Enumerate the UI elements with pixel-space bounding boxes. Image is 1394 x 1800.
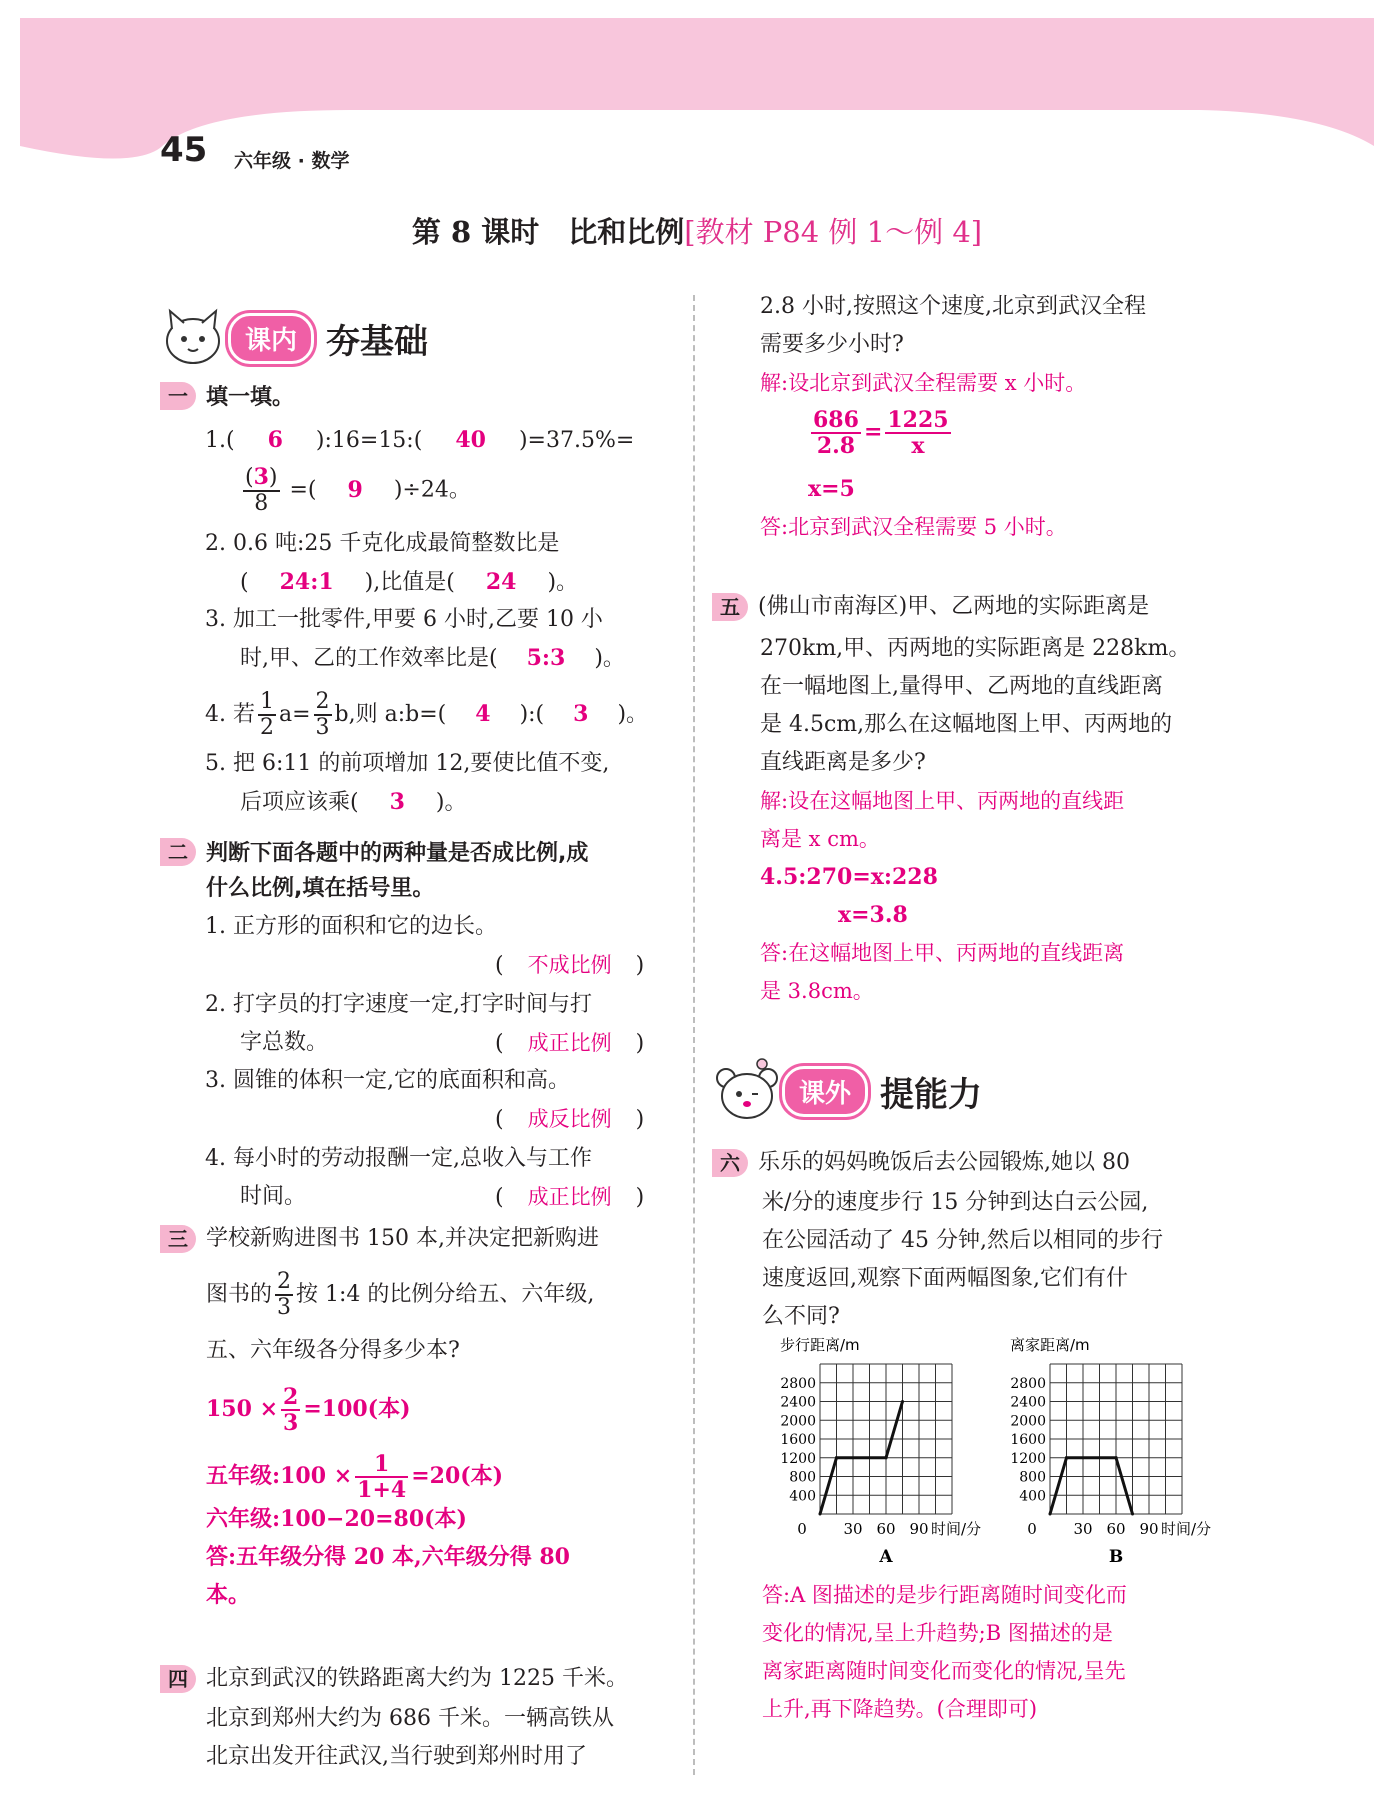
s5-sol4: x=3.8 — [838, 902, 908, 928]
y-tick-label: 400 — [1019, 1488, 1046, 1505]
text: ( — [240, 570, 249, 595]
text: )=37.5%= — [518, 428, 635, 453]
chart-b — [990, 1330, 1230, 1570]
fraction — [258, 690, 276, 740]
s2-a2 — [495, 1026, 644, 1061]
section-6-number: 六 — [712, 1149, 748, 1177]
s5-sol1: 解:设在这幅地图上甲、丙两地的直线距 — [760, 789, 1125, 813]
data-point — [1115, 1456, 1118, 1459]
text: 2 — [277, 1269, 292, 1294]
text: )。 — [617, 702, 649, 727]
s2-a4 — [495, 1180, 644, 1215]
text: ):16=15:( — [315, 428, 423, 453]
s6-ans4: 上升,再下降趋势。(合理即可) — [762, 1697, 1038, 1721]
s6-line4: 速度返回,观察下面两幅图象,它们有什 — [762, 1266, 1128, 1291]
text: 1 — [259, 689, 274, 714]
text: 五年级:100 × — [206, 1463, 353, 1489]
s1-q3-line2 — [240, 641, 625, 676]
text: =( — [289, 477, 317, 503]
section-5-number: 五 — [712, 593, 748, 621]
x-axis-label: 时间/分 — [931, 1520, 982, 1538]
text: 2.8 — [816, 433, 856, 459]
fraction — [811, 408, 861, 458]
text: 时,甲、乙的工作效率比是( — [240, 646, 498, 671]
text: ( — [495, 1107, 504, 1132]
text: 3 — [283, 1410, 299, 1436]
text: b,则 a:b=( — [334, 702, 447, 727]
section-4-number: 四 — [160, 1665, 196, 1693]
s3-sol4: 答:五年级分得 20 本,六年级分得 80 — [206, 1544, 570, 1570]
s1-q1-line1 — [205, 423, 634, 458]
s2-q4-line1: 4. 每小时的劳动报酬一定,总收入与工作 — [205, 1146, 592, 1171]
text: =100(本) — [303, 1396, 411, 1422]
s5-line2: 270km,甲、丙两地的实际距离是 228km。 — [760, 636, 1191, 661]
grade-subject: 六年级 · 数学 — [234, 150, 350, 172]
answer: 9 — [347, 476, 363, 503]
s6-line2: 米/分的速度步行 15 分钟到达白云公园, — [762, 1190, 1149, 1215]
s1-q3-line1: 3. 加工一批零件,甲要 6 小时,乙要 10 小 — [205, 607, 603, 632]
y-tick-label: 2000 — [1010, 1413, 1046, 1430]
x-tick-label: 30 — [843, 1520, 863, 1538]
text: 1225 — [887, 407, 949, 433]
fraction — [275, 1270, 293, 1320]
data-point — [1049, 1513, 1052, 1516]
s3-line2 — [206, 1270, 594, 1320]
data-point — [901, 1400, 904, 1403]
text: )。 — [594, 646, 625, 671]
lesson-name: 第 8 课时 比和比例 — [411, 215, 685, 249]
text: 2 — [283, 1384, 299, 1410]
text: 8 — [254, 491, 269, 516]
text: 4. 若 — [205, 702, 255, 727]
basics-heading — [158, 305, 428, 371]
answer: 成正比例 — [527, 1185, 612, 1209]
answer: 3 — [253, 464, 269, 490]
x-tick-label: 90 — [909, 1520, 929, 1538]
s5-line3: 在一幅地图上,量得甲、乙两地的直线距离 — [760, 674, 1163, 699]
s1-q4 — [205, 690, 648, 740]
s5-sol6: 是 3.8cm。 — [760, 979, 874, 1003]
extension-heading — [712, 1058, 982, 1124]
s4-sol2: $\frac{686}{2.8}$ = $\frac{1225}{x}$ — [813, 407, 949, 459]
y-tick-label: 1600 — [780, 1432, 816, 1448]
section-4-text: 北京到武汉的铁路距离大约为 1225 千米。 — [206, 1666, 628, 1691]
y-tick-label: 1200 — [780, 1450, 816, 1467]
s4-sol4: 答:北京到武汉全程需要 5 小时。 — [760, 515, 1067, 539]
s2-q1: 1. 正方形的面积和它的边长。 — [205, 914, 497, 939]
answer: 24:1 — [279, 569, 334, 595]
s1-q2-line1: 2. 0.6 吨:25 千克化成最简整数比是 — [205, 531, 560, 556]
x-tick-label: 30 — [1073, 1520, 1093, 1538]
s2-q2-line2: 字总数。 — [240, 1030, 329, 1055]
text: 150 × — [206, 1396, 279, 1422]
text: 2 — [259, 715, 274, 740]
y-tick-label: 2800 — [1010, 1375, 1046, 1392]
s4-line3: 北京出发开往武汉,当行驶到郑州时用了 — [206, 1744, 587, 1769]
y-tick-label: 2000 — [780, 1413, 816, 1430]
s1-q5-line1: 5. 把 6:11 的前项增加 12,要使比值不变, — [205, 751, 610, 776]
s5-line4: 是 4.5cm,那么在这幅地图上甲、丙两地的 — [760, 712, 1173, 737]
s2-a1 — [495, 948, 644, 983]
section-2-heading — [160, 836, 588, 867]
column-divider — [693, 295, 695, 1775]
text: a= — [278, 702, 311, 727]
page-number: 45 — [160, 130, 208, 170]
y-tick-label: 2400 — [780, 1394, 816, 1411]
s2-q4-line2: 时间。 — [240, 1184, 307, 1209]
section-3-text: 学校新购进图书 150 本,并决定把新购进 — [206, 1226, 599, 1251]
answer: 6 — [267, 427, 283, 453]
answer: 成反比例 — [527, 1107, 612, 1131]
text: ) — [635, 1107, 645, 1132]
answer: 3 — [389, 789, 405, 815]
y-tick-label: 2800 — [780, 1375, 816, 1392]
s4-line2: 北京到郑州大约为 686 千米。一辆高铁从 — [206, 1706, 614, 1731]
text: ( — [495, 1185, 504, 1210]
chart-label: A — [879, 1547, 893, 1567]
text: 图书的 — [206, 1282, 273, 1307]
answer: 不成比例 — [527, 953, 612, 977]
s6-line5: 么不同? — [762, 1304, 840, 1329]
answer: 24 — [485, 569, 517, 595]
x-axis-label: 时间/分 — [1161, 1520, 1212, 1538]
s4-line4: 2.8 小时,按照这个速度,北京到武汉全程 — [760, 294, 1146, 319]
answer: 40 — [455, 427, 486, 453]
basics-badge: 课内 — [228, 313, 314, 364]
text: 1.( — [205, 428, 235, 453]
answer: 3 — [573, 701, 589, 727]
section-2-title: 判断下面各题中的两种量是否成比例,成 — [206, 841, 589, 866]
s2-q3: 3. 圆锥的体积一定,它的底面积和高。 — [205, 1068, 570, 1093]
y-tick-label: 1600 — [1010, 1432, 1046, 1448]
s4-sol3: x=5 — [808, 476, 855, 502]
y-tick-label: 800 — [789, 1469, 816, 1486]
s5-sol2: 离是 x cm。 — [760, 827, 880, 851]
s6-line3: 在公园活动了 45 分钟,然后以相同的步行 — [762, 1228, 1163, 1253]
s3-sol2 — [206, 1452, 503, 1502]
data-point — [885, 1456, 888, 1459]
text: )。 — [435, 790, 467, 815]
section-4-heading — [160, 1662, 628, 1696]
lesson-reference: [教材 P84 例 1～例 4] — [684, 215, 983, 249]
text: 1+4 — [357, 1477, 407, 1503]
extension-badge: 课外 — [782, 1066, 868, 1117]
section-5-text: (佛山市南海区)甲、乙两地的实际距离是 — [758, 594, 1150, 619]
s6-ans1: 答:A 图描述的是步行距离随时间变化而 — [762, 1583, 1127, 1607]
s6-ans3: 离家距离随时间变化而变化的情况,呈先 — [762, 1659, 1126, 1683]
x-tick-label: 60 — [1106, 1520, 1126, 1538]
text: 按 1:4 的比例分给五、六年级, — [296, 1282, 595, 1307]
text: ) — [635, 953, 645, 978]
text: 1 — [355, 1452, 408, 1478]
text: ) — [635, 1031, 645, 1056]
s4-sol1: 解:设北京到武汉全程需要 x 小时。 — [760, 371, 1087, 395]
bear-mascot-icon — [712, 1058, 782, 1124]
text: x — [911, 433, 925, 459]
section-3-heading — [160, 1222, 599, 1256]
text: ( — [495, 1031, 504, 1056]
x-tick-label: 90 — [1139, 1520, 1159, 1538]
section-1-title: 填一填。 — [206, 385, 295, 410]
s3-line3: 五、六年级各分得多少本? — [206, 1338, 460, 1363]
x-tick-label: 60 — [876, 1520, 896, 1538]
section-2-number: 二 — [160, 838, 196, 866]
s1-q5-line2 — [240, 785, 467, 820]
section-1-heading — [160, 380, 294, 411]
text: )。 — [547, 570, 579, 595]
chart-a — [760, 1330, 1000, 1570]
section-6-text: 乐乐的妈妈晚饭后去公园锻炼,她以 80 — [758, 1150, 1130, 1175]
lesson-title — [0, 210, 1394, 251]
text: )÷24。 — [393, 477, 471, 503]
s1-q2-line2 — [240, 565, 578, 600]
fraction — [314, 690, 332, 740]
section-1-number: 一 — [160, 382, 196, 410]
text: 2 — [315, 689, 330, 714]
data-point — [835, 1456, 838, 1459]
s3-sol5: 本。 — [206, 1582, 251, 1608]
section-2-title-line2: 什么比例,填在括号里。 — [206, 876, 435, 901]
y-tick-label: 400 — [789, 1488, 816, 1505]
y-tick-label: 1200 — [1010, 1450, 1046, 1467]
section-3-number: 三 — [160, 1225, 196, 1253]
fraction: $\frac{(3)}{8}$ — [245, 464, 278, 516]
y-axis-label: 步行距离/m — [780, 1336, 860, 1354]
text: =20(本) — [411, 1463, 504, 1489]
x-tick-label: 0 — [797, 1520, 807, 1538]
text: ) — [635, 1185, 645, 1210]
y-axis-label: 离家距离/m — [1010, 1336, 1090, 1354]
fraction — [281, 1385, 300, 1435]
s5-sol5: 答:在这幅地图上甲、丙两地的直线距离 — [760, 941, 1125, 965]
s3-sol3: 六年级:100−20=80(本) — [206, 1506, 467, 1532]
chart-label: B — [1108, 1547, 1124, 1567]
fraction — [885, 408, 950, 458]
extension-title: 提能力 — [880, 1074, 983, 1115]
s3-sol1 — [206, 1385, 411, 1435]
y-tick-label: 800 — [1019, 1469, 1046, 1486]
text: 3 — [315, 715, 330, 740]
s1-q1-line2 — [240, 465, 471, 516]
answer: 5:3 — [526, 645, 566, 671]
s2-q2-line1: 2. 打字员的打字速度一定,打字时间与打 — [205, 992, 592, 1017]
text: 686 — [813, 407, 859, 433]
s4-line5: 需要多少小时? — [760, 332, 904, 357]
y-tick-label: 2400 — [1010, 1394, 1046, 1411]
section-5-heading — [712, 590, 1149, 624]
s5-line5: 直线距离是多少? — [760, 750, 926, 775]
basics-title: 夯基础 — [326, 321, 429, 362]
text: 后项应该乘( — [240, 790, 359, 815]
text: ),比值是( — [364, 570, 455, 595]
data-point — [819, 1513, 822, 1516]
fraction — [355, 1452, 408, 1502]
s2-a3 — [495, 1102, 644, 1137]
series-line — [1050, 1458, 1133, 1514]
text: ):( — [519, 702, 545, 727]
x-tick-label: 0 — [1027, 1520, 1037, 1538]
data-point — [1131, 1513, 1134, 1516]
data-point — [1065, 1456, 1068, 1459]
text: 3 — [277, 1295, 292, 1320]
text: ( — [495, 953, 504, 978]
s6-ans2: 变化的情况,呈上升趋势;B 图描述的是 — [762, 1621, 1113, 1645]
section-6-heading — [712, 1146, 1130, 1180]
page-banner — [20, 18, 1374, 178]
answer: 4 — [475, 701, 491, 727]
answer: 成正比例 — [527, 1031, 612, 1055]
s5-sol3: 4.5:270=x:228 — [760, 864, 938, 890]
cat-mascot-icon — [158, 305, 228, 371]
